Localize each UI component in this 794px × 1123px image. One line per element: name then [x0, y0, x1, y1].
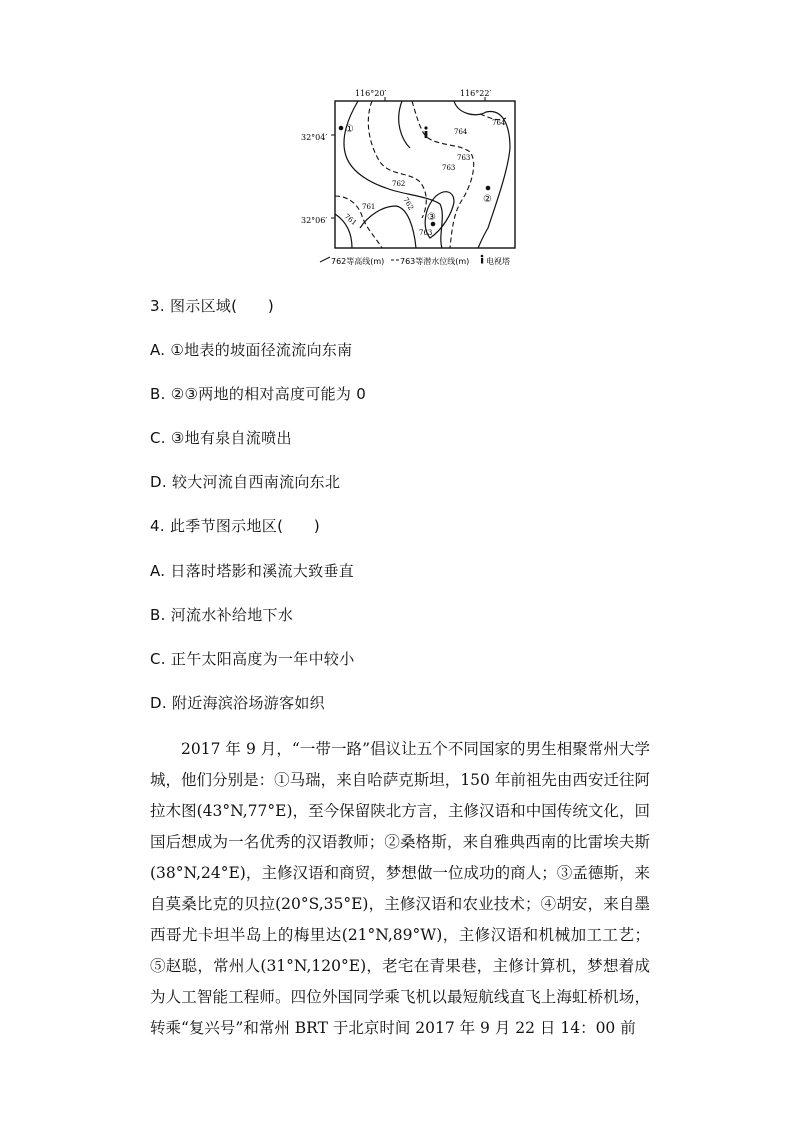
reading-passage: 2017 年 9 月，“一带一路”倡议让五个不同国家的男生相聚常州大学城，他们分别是：①马瑞，来自哈萨克斯坦，150 年前祖先由西安迁往阿拉木图(43°N,77°E)，至今保留陕北方言，主修汉语和中国传统文化，回国后想成为一名优秀的汉语教师；②桑格斯，来自雅典西南的比雷埃夫斯(38°N,24°E)，主修汉语和商贸，梦想做一位成功的商人；③孟德斯，来自莫桑比克的贝拉(20°S,35°E)，主修汉语和农业技术；④胡安，来自墨西哥尤卡坦半岛上的梅里达(21°N,89°W)，主修汉语和机械加工工艺；⑤赵聪，常州人(31°N,120°E)，老宅在青果巷，主修计算机，梦想着成为人工智能工程师。四位外国同学乘飞机以最短航线直飞上海虹桥机场，转乘“复兴号”和常州 BRT 于北京时间 2017 年 9 月 22 日 14：00 前: [150, 740, 650, 1037]
contour-label: 762: [401, 196, 415, 212]
question-4-stem: 4. 此季节图示地区( ): [150, 517, 320, 535]
question-3-option-d: D. 较大河流自西南流向东北: [150, 473, 341, 491]
point-1-label: ①: [345, 124, 354, 135]
contour-label: 761: [342, 212, 359, 228]
question-3-option-a: A. ①地表的坡面径流流向东南: [150, 341, 353, 359]
contour-line: [344, 101, 442, 248]
legend-tower-icon: [481, 255, 484, 258]
contour-map-svg: [300, 88, 540, 268]
contour-label: 764: [492, 119, 506, 127]
contour-line: [399, 101, 410, 148]
map-legend: [320, 255, 510, 266]
lat-bottom-label: 32°06′: [301, 216, 328, 225]
contour-label: 762: [392, 180, 406, 188]
question-4-option-b: B. 河流水补给地下水: [150, 606, 294, 624]
contour-label: 763: [457, 154, 471, 162]
lon-left-label: 116°20′: [355, 89, 387, 98]
contour-map-figure: [300, 88, 540, 268]
legend-tower-text: 电视塔: [486, 257, 510, 266]
question-3-option-b: B. ②③两地的相对高度可能为 0: [150, 385, 367, 403]
question-4-option-d: D. 附近海滨浴场游客如织: [150, 694, 325, 712]
contour-label: 761: [362, 203, 376, 211]
point-1-dot: [339, 126, 344, 131]
contour-label: 763: [442, 164, 456, 172]
contour-label: 763: [419, 229, 433, 237]
question-3-option-c: C. ③地有泉自流喷出: [150, 429, 292, 447]
lon-right-label: 116°22′: [460, 89, 492, 98]
point-3-label: ③: [427, 212, 436, 223]
point-2-label: ②: [483, 194, 492, 205]
lat-top-label: 32°04′: [301, 133, 328, 142]
question-4-option-a: A. 日落时塔影和溪流大致垂直: [150, 562, 355, 580]
legend-contour-swatch: [320, 257, 330, 262]
legend-contour-text: 762等高线(m): [331, 257, 385, 266]
legend-water-text: 763等潜水位线(m): [400, 257, 470, 266]
contour-label: 764: [454, 128, 468, 136]
question-3-stem: 3. 图示区域( ): [150, 297, 275, 315]
question-4-option-c: C. 正午太阳高度为一年中较小: [150, 650, 355, 668]
point-2-dot: [486, 186, 491, 191]
contour-line: [360, 206, 416, 248]
tv-tower-icon: [424, 126, 427, 138]
